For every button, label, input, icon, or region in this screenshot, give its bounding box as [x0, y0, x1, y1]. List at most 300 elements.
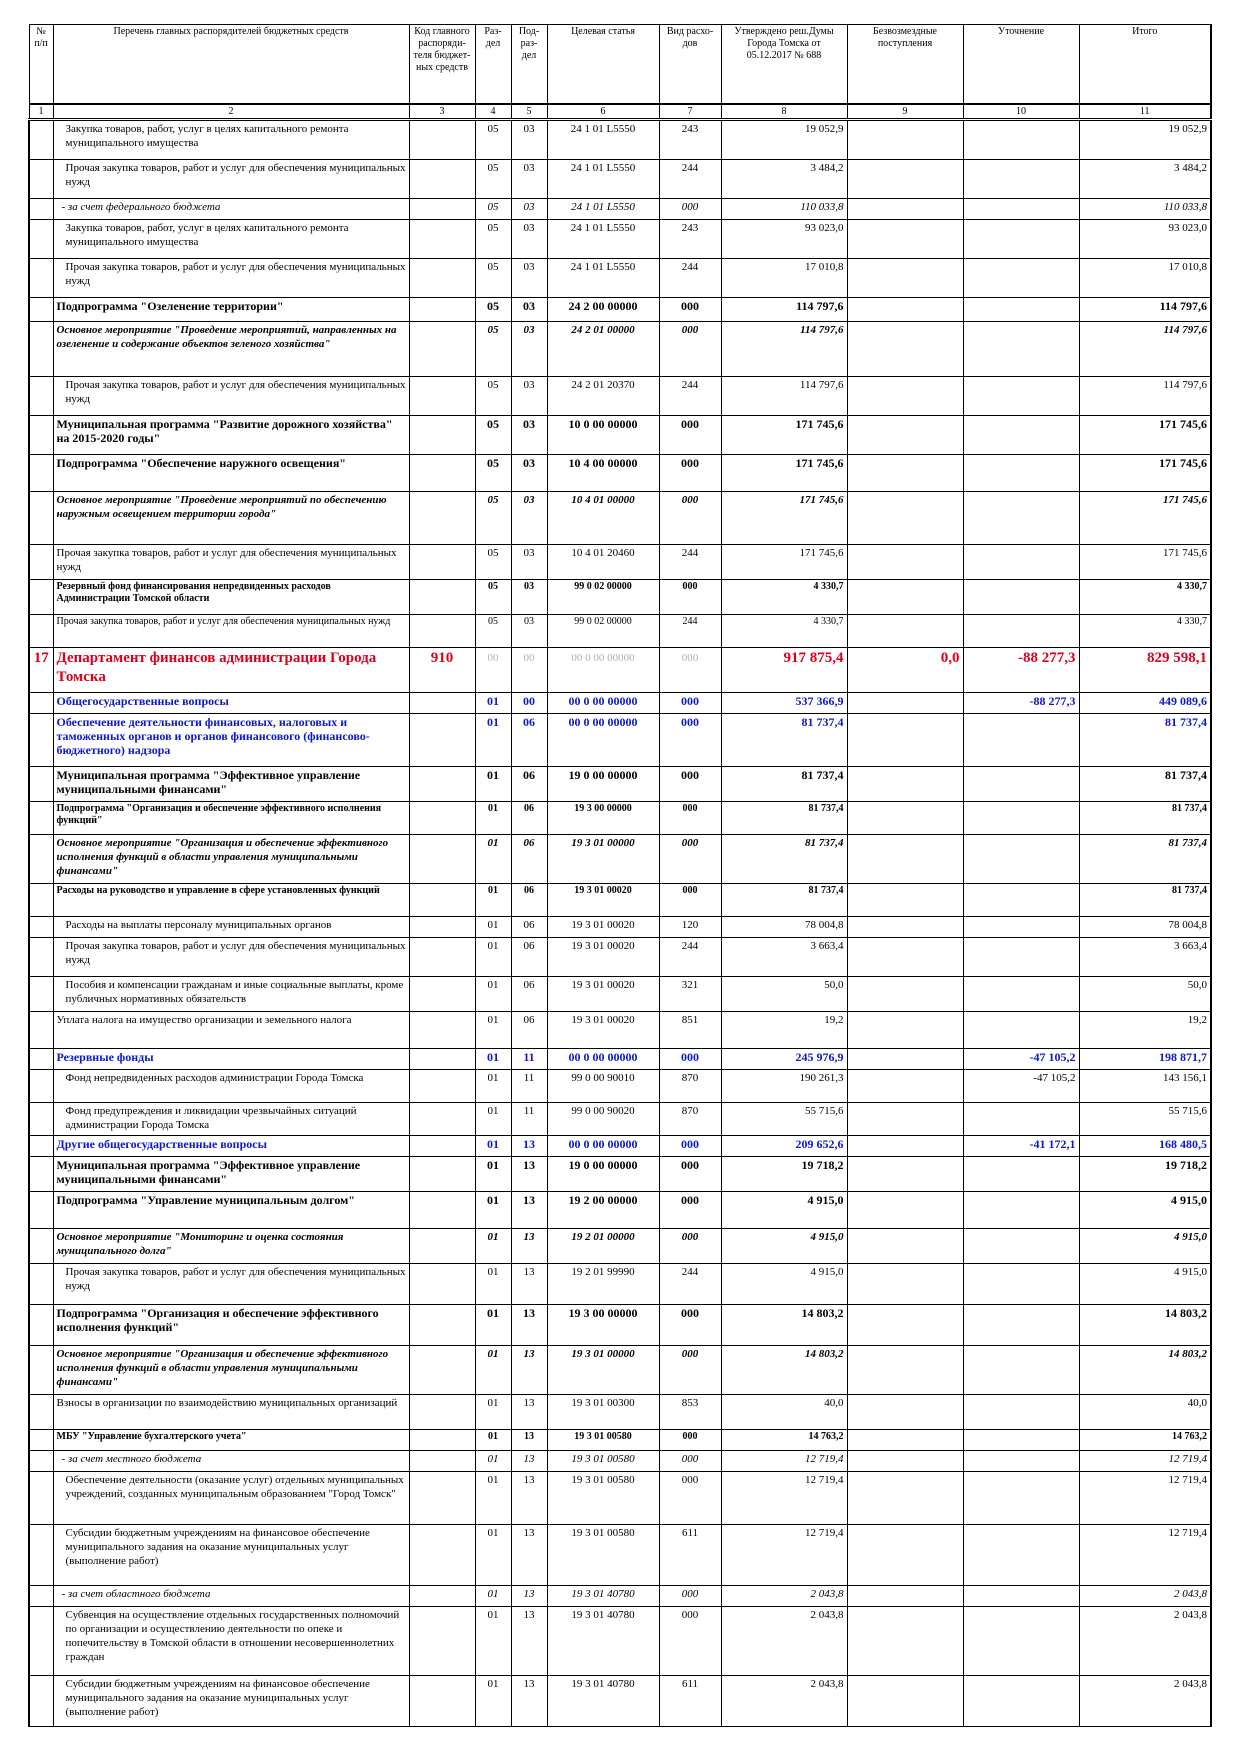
subsection-code: 00	[511, 648, 547, 693]
target-article: 24 2 01 20370	[547, 377, 659, 416]
expense-type: 000	[659, 767, 721, 802]
item-name: Обеспечение деятельности (оказание услуг) отдельных муниципальных учреждений, созданных муниципальным образованием "Город Томск"	[53, 1472, 409, 1525]
table-row	[29, 1070, 1211, 1103]
admin-code	[409, 1049, 475, 1070]
admin-code	[409, 298, 475, 322]
item-name: Прочая закупка товаров, работ и услуг для обеспечения муниципальных нужд	[53, 377, 409, 416]
grants-amount	[847, 1103, 963, 1136]
item-name: Резервные фонды	[53, 1049, 409, 1070]
row-number	[29, 259, 53, 298]
row-number	[29, 1049, 53, 1070]
target-article: 99 0 02 00000	[547, 615, 659, 648]
total-amount: 50,0	[1079, 977, 1211, 1012]
total-amount: 40,0	[1079, 1395, 1211, 1430]
row-number	[29, 1264, 53, 1305]
row-number	[29, 714, 53, 767]
subsection-code: 13	[511, 1229, 547, 1264]
total-amount: 81 737,4	[1079, 802, 1211, 835]
total-amount: 19 718,2	[1079, 1157, 1211, 1192]
adjustment-amount	[963, 298, 1079, 322]
admin-code: 910	[409, 648, 475, 693]
admin-code	[409, 693, 475, 714]
section-code: 01	[475, 1229, 511, 1264]
target-article: 19 3 01 00300	[547, 1395, 659, 1430]
section-code: 01	[475, 1607, 511, 1676]
row-number	[29, 1103, 53, 1136]
grants-amount	[847, 545, 963, 580]
adjustment-amount	[963, 1472, 1079, 1525]
approved-amount: 4 915,0	[721, 1264, 847, 1305]
approved-amount: 209 652,6	[721, 1136, 847, 1157]
total-amount: 171 745,6	[1079, 492, 1211, 545]
table-row	[29, 1264, 1211, 1305]
approved-amount: 40,0	[721, 1395, 847, 1430]
subsection-code: 06	[511, 714, 547, 767]
adjustment-amount	[963, 160, 1079, 199]
target-article: 19 3 01 00580	[547, 1430, 659, 1451]
expense-type: 000	[659, 1607, 721, 1676]
subsection-code: 00	[511, 693, 547, 714]
table-row	[29, 455, 1211, 492]
item-name: Муниципальная программа "Развитие дорожного хозяйства" на 2015-2020 годы"	[53, 416, 409, 455]
expense-type: 244	[659, 545, 721, 580]
adjustment-amount	[963, 580, 1079, 615]
row-number	[29, 1157, 53, 1192]
expense-type: 870	[659, 1070, 721, 1103]
total-amount: 55 715,6	[1079, 1103, 1211, 1136]
subsection-code: 03	[511, 492, 547, 545]
grants-amount	[847, 1607, 963, 1676]
header-admin-code: Код главного распоряди-теля бюджет-ных средств	[409, 25, 475, 105]
item-name: Прочая закупка товаров, работ и услуг для обеспечения муниципальных нужд	[53, 1264, 409, 1305]
item-name: Субсидии бюджетным учреждениям на финансовое обеспечение муниципального задания на оказание муниципальных услуг (выполнение работ)	[53, 1676, 409, 1727]
expense-type: 000	[659, 1472, 721, 1525]
item-name: Фонд предупреждения и ликвидации чрезвычайных ситуаций администрации Города Томска	[53, 1103, 409, 1136]
grants-amount	[847, 977, 963, 1012]
section-code: 05	[475, 199, 511, 220]
grants-amount	[847, 714, 963, 767]
row-number	[29, 1070, 53, 1103]
adjustment-amount	[963, 199, 1079, 220]
approved-amount: 190 261,3	[721, 1070, 847, 1103]
expense-type: 000	[659, 835, 721, 884]
grants-amount	[847, 492, 963, 545]
target-article: 99 0 02 00000	[547, 580, 659, 615]
admin-code	[409, 1157, 475, 1192]
expense-type: 000	[659, 802, 721, 835]
total-amount: 449 089,6	[1079, 693, 1211, 714]
admin-code	[409, 835, 475, 884]
grants-amount	[847, 377, 963, 416]
row-number	[29, 322, 53, 377]
subsection-code: 03	[511, 416, 547, 455]
grants-amount	[847, 455, 963, 492]
approved-amount: 17 010,8	[721, 259, 847, 298]
item-name: Взносы в организации по взаимодействию муниципальных организаций	[53, 1395, 409, 1430]
target-article: 19 3 01 00000	[547, 835, 659, 884]
adjustment-amount	[963, 259, 1079, 298]
grants-amount	[847, 1395, 963, 1430]
item-name: Основное мероприятие "Мониторинг и оценка состояния муниципального долга"	[53, 1229, 409, 1264]
subsection-code: 13	[511, 1586, 547, 1607]
table-row	[29, 1430, 1211, 1451]
row-number	[29, 455, 53, 492]
admin-code	[409, 160, 475, 199]
table-row	[29, 884, 1211, 917]
total-amount: 114 797,6	[1079, 298, 1211, 322]
total-amount: 4 330,7	[1079, 580, 1211, 615]
total-amount: 12 719,4	[1079, 1525, 1211, 1586]
header-row	[29, 25, 1211, 105]
expense-type: 000	[659, 1229, 721, 1264]
header-name: Перечень главных распорядителей бюджетных средств	[53, 25, 409, 105]
approved-amount: 114 797,6	[721, 322, 847, 377]
section-code: 05	[475, 120, 511, 160]
row-number	[29, 298, 53, 322]
table-row	[29, 545, 1211, 580]
grants-amount	[847, 938, 963, 977]
adjustment-amount	[963, 1346, 1079, 1395]
subsection-code: 03	[511, 199, 547, 220]
target-article: 24 1 01 L5550	[547, 199, 659, 220]
adjustment-amount	[963, 1586, 1079, 1607]
grants-amount	[847, 802, 963, 835]
approved-amount: 81 737,4	[721, 802, 847, 835]
target-article: 99 0 00 90020	[547, 1103, 659, 1136]
table-row	[29, 693, 1211, 714]
expense-type: 244	[659, 1264, 721, 1305]
column-number: 2	[53, 104, 409, 120]
grants-amount	[847, 767, 963, 802]
expense-type: 244	[659, 160, 721, 199]
adjustment-amount	[963, 1157, 1079, 1192]
grants-amount	[847, 1525, 963, 1586]
target-article: 19 3 00 00000	[547, 1305, 659, 1346]
table-row	[29, 977, 1211, 1012]
total-amount: 3 663,4	[1079, 938, 1211, 977]
target-article: 19 2 00 00000	[547, 1192, 659, 1229]
adjustment-amount	[963, 714, 1079, 767]
section-code: 01	[475, 1346, 511, 1395]
table-row	[29, 1676, 1211, 1727]
total-amount: 19 052,9	[1079, 120, 1211, 160]
row-number	[29, 492, 53, 545]
item-name: Прочая закупка товаров, работ и услуг для обеспечения муниципальных нужд	[53, 545, 409, 580]
column-number: 4	[475, 104, 511, 120]
section-code: 00	[475, 648, 511, 693]
grants-amount	[847, 917, 963, 938]
total-amount: 2 043,8	[1079, 1607, 1211, 1676]
row-number: 17	[29, 648, 53, 693]
column-number: 9	[847, 104, 963, 120]
section-code: 01	[475, 917, 511, 938]
row-number	[29, 835, 53, 884]
expense-type: 000	[659, 1157, 721, 1192]
header-subsection: Под-раз-дел	[511, 25, 547, 105]
subsection-code: 06	[511, 938, 547, 977]
subsection-code: 13	[511, 1676, 547, 1727]
adjustment-amount	[963, 120, 1079, 160]
row-number	[29, 1346, 53, 1395]
header-target-article: Целевая статья	[547, 25, 659, 105]
target-article: 24 1 01 L5550	[547, 160, 659, 199]
admin-code	[409, 714, 475, 767]
target-article: 00 0 00 00000	[547, 648, 659, 693]
approved-amount: 171 745,6	[721, 492, 847, 545]
section-code: 01	[475, 1264, 511, 1305]
admin-code	[409, 492, 475, 545]
section-code: 05	[475, 492, 511, 545]
admin-code	[409, 1395, 475, 1430]
expense-type: 244	[659, 377, 721, 416]
approved-amount: 93 023,0	[721, 220, 847, 259]
item-name: Расходы на руководство и управление в сфере установленных функций	[53, 884, 409, 917]
target-article: 19 3 01 00020	[547, 917, 659, 938]
target-article: 10 0 00 00000	[547, 416, 659, 455]
row-number	[29, 1525, 53, 1586]
table-row	[29, 298, 1211, 322]
grants-amount	[847, 1192, 963, 1229]
grants-amount	[847, 1049, 963, 1070]
approved-amount: 55 715,6	[721, 1103, 847, 1136]
item-name: Субвенция на осуществление отдельных государственных полномочий по организации и осуществлению деятельности по опеке и попечительству в Томской области в отношении несовершеннолетних граждан	[53, 1607, 409, 1676]
approved-amount: 4 915,0	[721, 1192, 847, 1229]
expense-type: 000	[659, 298, 721, 322]
admin-code	[409, 545, 475, 580]
section-code: 01	[475, 1070, 511, 1103]
expense-type: 243	[659, 220, 721, 259]
target-article: 19 2 01 99990	[547, 1264, 659, 1305]
grants-amount	[847, 1346, 963, 1395]
expense-type: 611	[659, 1525, 721, 1586]
table-row	[29, 1049, 1211, 1070]
item-name: Подпрограмма "Организация и обеспечение эффективного исполнения функций"	[53, 1305, 409, 1346]
expense-type: 000	[659, 693, 721, 714]
row-number	[29, 1192, 53, 1229]
approved-amount: 14 763,2	[721, 1430, 847, 1451]
budget-table-sheet	[28, 24, 1212, 1727]
admin-code	[409, 1451, 475, 1472]
approved-amount: 3 663,4	[721, 938, 847, 977]
adjustment-amount	[963, 1103, 1079, 1136]
expense-type: 000	[659, 1346, 721, 1395]
total-amount: 4 330,7	[1079, 615, 1211, 648]
item-name: Муниципальная программа "Эффективное управление муниципальными финансами"	[53, 767, 409, 802]
item-name: Прочая закупка товаров, работ и услуг для обеспечения муниципальных нужд	[53, 938, 409, 977]
table-row	[29, 580, 1211, 615]
table-row	[29, 1012, 1211, 1049]
target-article: 19 0 00 00000	[547, 1157, 659, 1192]
total-amount: 143 156,1	[1079, 1070, 1211, 1103]
adjustment-amount	[963, 802, 1079, 835]
row-number	[29, 1472, 53, 1525]
row-number	[29, 693, 53, 714]
approved-amount: 114 797,6	[721, 298, 847, 322]
table-row	[29, 615, 1211, 648]
approved-amount: 81 737,4	[721, 835, 847, 884]
table-row	[29, 1136, 1211, 1157]
approved-amount: 171 745,6	[721, 545, 847, 580]
approved-amount: 14 803,2	[721, 1305, 847, 1346]
adjustment-amount	[963, 615, 1079, 648]
approved-amount: 171 745,6	[721, 455, 847, 492]
row-number	[29, 160, 53, 199]
adjustment-amount	[963, 1430, 1079, 1451]
adjustment-amount	[963, 322, 1079, 377]
table-row	[29, 1586, 1211, 1607]
adjustment-amount	[963, 492, 1079, 545]
admin-code	[409, 1525, 475, 1586]
adjustment-amount	[963, 835, 1079, 884]
subsection-code: 03	[511, 580, 547, 615]
table-row	[29, 377, 1211, 416]
section-code: 01	[475, 1430, 511, 1451]
grants-amount	[847, 1229, 963, 1264]
adjustment-amount: -41 172,1	[963, 1136, 1079, 1157]
adjustment-amount	[963, 1676, 1079, 1727]
table-row	[29, 199, 1211, 220]
total-amount: 3 484,2	[1079, 160, 1211, 199]
row-number	[29, 767, 53, 802]
subsection-code: 13	[511, 1192, 547, 1229]
subsection-code: 03	[511, 220, 547, 259]
item-name: Уплата налога на имущество организации и земельного налога	[53, 1012, 409, 1049]
grants-amount	[847, 1430, 963, 1451]
grants-amount	[847, 160, 963, 199]
table-row	[29, 802, 1211, 835]
admin-code	[409, 1103, 475, 1136]
grants-amount	[847, 1676, 963, 1727]
item-name: Основное мероприятие "Проведение мероприятий, направленных на озеленение и содержание объектов зеленого хозяйства"	[53, 322, 409, 377]
adjustment-amount: -88 277,3	[963, 648, 1079, 693]
table-row	[29, 1229, 1211, 1264]
expense-type: 244	[659, 615, 721, 648]
item-name: Подпрограмма "Организация и обеспечение эффективного исполнения функций"	[53, 802, 409, 835]
target-article: 19 3 01 00020	[547, 1012, 659, 1049]
section-code: 05	[475, 377, 511, 416]
approved-amount: 19,2	[721, 1012, 847, 1049]
approved-amount: 81 737,4	[721, 884, 847, 917]
total-amount: 12 719,4	[1079, 1472, 1211, 1525]
adjustment-amount: -88 277,3	[963, 693, 1079, 714]
column-number: 3	[409, 104, 475, 120]
adjustment-amount: -47 105,2	[963, 1049, 1079, 1070]
expense-type: 321	[659, 977, 721, 1012]
subsection-code: 06	[511, 802, 547, 835]
section-code: 01	[475, 1586, 511, 1607]
header-total: Итого	[1079, 25, 1211, 105]
adjustment-amount	[963, 220, 1079, 259]
section-code: 01	[475, 1472, 511, 1525]
table-row	[29, 1525, 1211, 1586]
item-name: Другие общегосударственные вопросы	[53, 1136, 409, 1157]
item-name: Прочая закупка товаров, работ и услуг для обеспечения муниципальных нужд	[53, 160, 409, 199]
adjustment-amount	[963, 1192, 1079, 1229]
header-adjustment: Уточнение	[963, 25, 1079, 105]
admin-code	[409, 977, 475, 1012]
expense-type: 851	[659, 1012, 721, 1049]
target-article: 19 3 01 00000	[547, 1346, 659, 1395]
table-row	[29, 160, 1211, 199]
total-amount: 14 763,2	[1079, 1430, 1211, 1451]
total-amount: 171 745,6	[1079, 455, 1211, 492]
target-article: 19 3 01 00580	[547, 1525, 659, 1586]
row-number	[29, 1136, 53, 1157]
target-article: 24 1 01 L5550	[547, 220, 659, 259]
row-number	[29, 884, 53, 917]
table-row	[29, 1192, 1211, 1229]
expense-type: 000	[659, 1136, 721, 1157]
expense-type: 611	[659, 1676, 721, 1727]
adjustment-amount	[963, 545, 1079, 580]
admin-code	[409, 1472, 475, 1525]
expense-type: 000	[659, 455, 721, 492]
admin-code	[409, 1012, 475, 1049]
header-grants: Безвозмездные поступления	[847, 25, 963, 105]
total-amount: 81 737,4	[1079, 767, 1211, 802]
table-row	[29, 492, 1211, 545]
adjustment-amount	[963, 977, 1079, 1012]
admin-code	[409, 917, 475, 938]
total-amount: 110 033,8	[1079, 199, 1211, 220]
total-amount: 114 797,6	[1079, 377, 1211, 416]
row-number	[29, 377, 53, 416]
approved-amount: 19 718,2	[721, 1157, 847, 1192]
subsection-code: 11	[511, 1070, 547, 1103]
approved-amount: 171 745,6	[721, 416, 847, 455]
subsection-code: 13	[511, 1157, 547, 1192]
grants-amount	[847, 1305, 963, 1346]
item-name: Фонд непредвиденных расходов администрации Города Томска	[53, 1070, 409, 1103]
admin-code	[409, 802, 475, 835]
subsection-code: 03	[511, 298, 547, 322]
approved-amount: 50,0	[721, 977, 847, 1012]
admin-code	[409, 455, 475, 492]
table-row	[29, 1607, 1211, 1676]
item-name: МБУ "Управление бухгалтерского учета"	[53, 1430, 409, 1451]
total-amount: 198 871,7	[1079, 1049, 1211, 1070]
total-amount: 81 737,4	[1079, 835, 1211, 884]
grants-amount	[847, 1136, 963, 1157]
section-code: 01	[475, 1049, 511, 1070]
total-amount: 171 745,6	[1079, 545, 1211, 580]
column-number: 1	[29, 104, 53, 120]
table-row	[29, 220, 1211, 259]
row-number	[29, 1229, 53, 1264]
approved-amount: 4 330,7	[721, 615, 847, 648]
total-amount: 19,2	[1079, 1012, 1211, 1049]
grants-amount	[847, 1070, 963, 1103]
section-code: 05	[475, 615, 511, 648]
approved-amount: 81 737,4	[721, 714, 847, 767]
approved-amount: 2 043,8	[721, 1607, 847, 1676]
header-approved: Утверждено реш.Думы Города Томска от 05.12.2017 № 688	[721, 25, 847, 105]
column-number: 8	[721, 104, 847, 120]
grants-amount: 0,0	[847, 648, 963, 693]
approved-amount: 3 484,2	[721, 160, 847, 199]
subsection-code: 13	[511, 1264, 547, 1305]
table-row	[29, 714, 1211, 767]
target-article: 10 4 01 20460	[547, 545, 659, 580]
adjustment-amount: -47 105,2	[963, 1070, 1079, 1103]
row-number	[29, 199, 53, 220]
adjustment-amount	[963, 917, 1079, 938]
expense-type: 000	[659, 1049, 721, 1070]
adjustment-amount	[963, 1305, 1079, 1346]
grants-amount	[847, 884, 963, 917]
section-code: 05	[475, 160, 511, 199]
adjustment-amount	[963, 1229, 1079, 1264]
